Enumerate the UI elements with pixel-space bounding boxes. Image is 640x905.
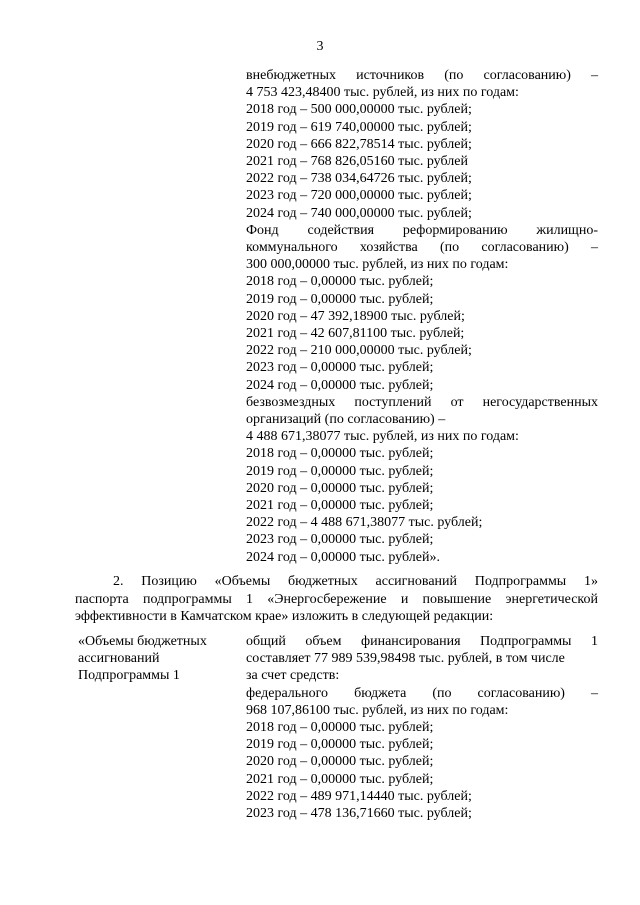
paragraph-line: паспорта подпрограммы 1 «Энергосбережение и повышение энергетической — [75, 591, 598, 607]
value-line: 2020 год – 0,00000 тыс. рублей; — [246, 754, 434, 770]
text-line: 4 488 671,38077 тыс. рублей, из них по годам: — [246, 429, 519, 445]
text-line: 2021 год – 768 826,05160 тыс. рублей — [246, 154, 468, 170]
text-line: 2020 год – 47 392,18900 тыс. рублей; — [246, 308, 465, 324]
text-line: 2019 год – 619 740,00000 тыс. рублей; — [246, 119, 472, 135]
label-line: Подпрограммы 1 — [78, 668, 180, 684]
text-line: 2023 год – 0,00000 тыс. рублей; — [246, 532, 434, 548]
value-line: 2021 год – 0,00000 тыс. рублей; — [246, 771, 434, 787]
value-line: составляет 77 989 539,98498 тыс. рублей, в том числе — [246, 651, 565, 667]
text-line: внебюджетных источников (по согласованию) – — [246, 68, 598, 83]
value-line: 968 107,86100 тыс. рублей, из них по годам: — [246, 702, 509, 718]
text-line: 2022 год – 210 000,00000 тыс. рублей; — [246, 343, 472, 359]
text-line: 2018 год – 0,00000 тыс. рублей; — [246, 446, 434, 462]
text-line: организаций (по согласованию) – — [246, 412, 446, 428]
table-label-cell — [78, 633, 238, 685]
text-line: 2019 год – 0,00000 тыс. рублей; — [246, 463, 434, 479]
page-number: 3 — [316, 39, 324, 54]
text-line: 2024 год – 0,00000 тыс. рублей; — [246, 377, 434, 393]
text-line: 2021 год – 42 607,81100 тыс. рублей; — [246, 326, 465, 342]
text-line: 2024 год – 740 000,00000 тыс. рублей; — [246, 205, 472, 221]
value-line: 2019 год – 0,00000 тыс. рублей; — [246, 737, 434, 753]
table-value-cell — [246, 633, 598, 822]
text-line: 2018 год – 500 000,00000 тыс. рублей; — [246, 102, 472, 118]
text-line: 2022 год – 4 488 671,38077 тыс. рублей; — [246, 515, 483, 531]
paragraph-line: эффективности в Камчатском крае» изложить в следующей редакции: — [75, 609, 494, 624]
text-line: 2021 год – 0,00000 тыс. рублей; — [246, 498, 434, 514]
value-line: 2022 год – 489 971,14440 тыс. рублей; — [246, 788, 472, 804]
value-line: общий объем финансирования Подпрограммы 1 — [246, 634, 598, 649]
text-line: 300 000,00000 тыс. рублей, из них по годам: — [246, 257, 509, 273]
text-line: Фонд содействия реформированию жилищно- — [246, 222, 598, 238]
text-line: 2022 год – 738 034,64726 тыс. рублей; — [246, 171, 472, 187]
value-line: 2023 год – 478 136,71660 тыс. рублей; — [246, 806, 472, 822]
paragraph-line: 2. Позицию «Объемы бюджетных ассигнований Подпрограммы 1» — [113, 574, 598, 589]
text-line: 4 753 423,48400 тыс. рублей, из них по годам: — [246, 85, 519, 101]
text-line: 2020 год – 666 822,78514 тыс. рублей; — [246, 136, 472, 152]
text-line: 2019 год – 0,00000 тыс. рублей; — [246, 291, 434, 307]
text-line: 2018 год – 0,00000 тыс. рублей; — [246, 274, 434, 290]
value-line: за счет средств: — [246, 668, 340, 684]
text-line: 2023 год – 720 000,00000 тыс. рублей; — [246, 188, 472, 204]
text-line: безвозмездных поступлений от негосударственных — [246, 394, 598, 410]
text-line: 2020 год – 0,00000 тыс. рублей; — [246, 480, 434, 496]
top-funding-block — [246, 67, 598, 566]
text-line: 2024 год – 0,00000 тыс. рублей». — [246, 549, 440, 565]
text-line: 2023 год – 0,00000 тыс. рублей; — [246, 360, 434, 376]
value-line: 2018 год – 0,00000 тыс. рублей; — [246, 720, 434, 736]
label-line: «Объемы бюджетных — [78, 634, 207, 649]
value-line: федерального бюджета (по согласованию) – — [246, 685, 598, 701]
text-line: коммунального хозяйства (по согласованию) – — [246, 240, 598, 256]
label-line: ассигнований — [78, 651, 160, 667]
amendment-paragraph — [75, 573, 598, 626]
